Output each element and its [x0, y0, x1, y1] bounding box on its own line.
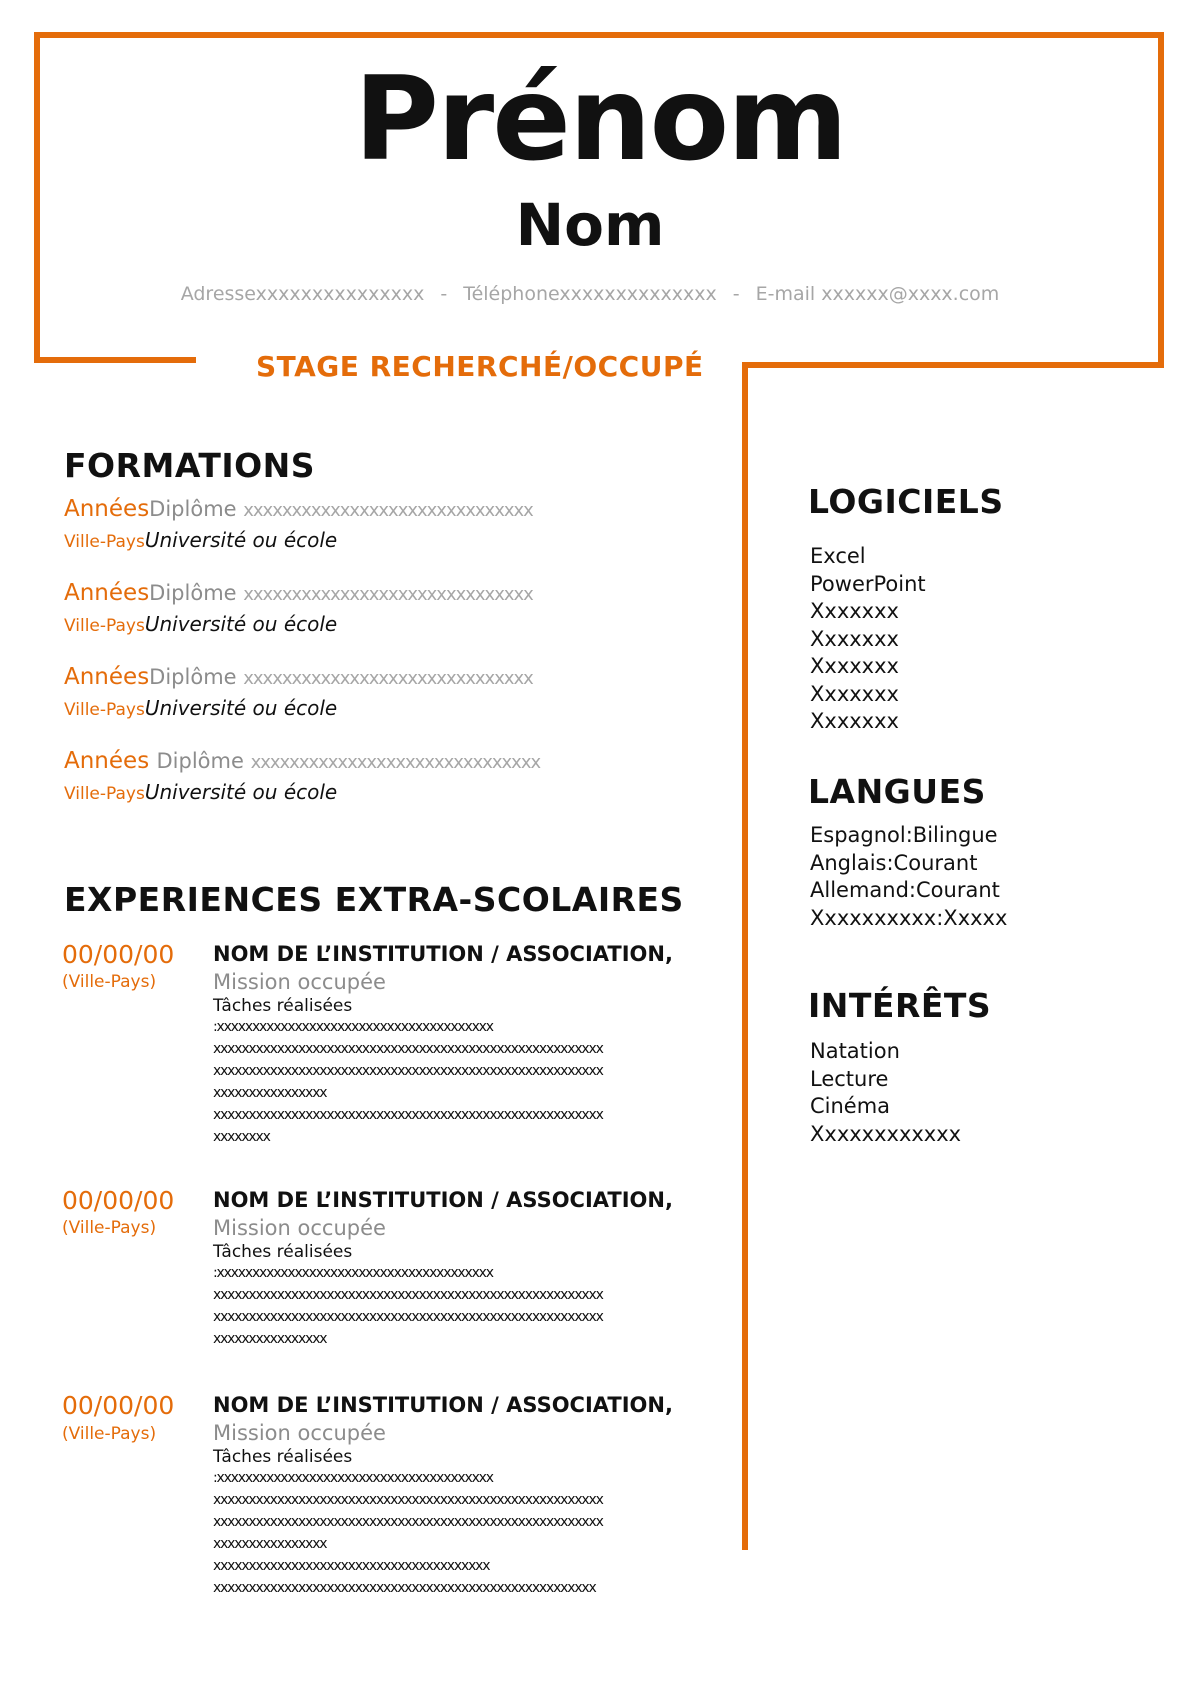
software-item: Xxxxxxx: [810, 654, 899, 678]
software-item: Xxxxxxx: [810, 599, 899, 623]
experience-task-line: xxxxxxxxxxxxxxxxxxxxxxxxxxxxxxxxxxxxxxxxxxxxxxxxxxxxxxx: [213, 1107, 603, 1123]
contact-address: Adressexxxxxxxxxxxxxxx: [180, 283, 425, 305]
frame-bottom-left: [34, 357, 196, 363]
experience-task-line: :xxxxxxxxxxxxxxxxxxxxxxxxxxxxxxxxxxxxxxx: [213, 1019, 493, 1035]
software-item: Xxxxxxx: [810, 709, 899, 733]
formations-title: FORMATIONS: [64, 446, 316, 485]
software-item: Xxxxxxx: [810, 681, 899, 706]
formation-item: [64, 748, 540, 804]
contact-email: E-mail xxxxxx@xxxx.com: [755, 283, 1000, 305]
experience-task-line: xxxxxxxxxxxxxxxx: [213, 1536, 327, 1552]
experience-task-line: xxxxxxxxxxxxxxxxxxxxxxxxxxxxxxxxxxxxxxxxxxxxxxxxxxxxxxx: [213, 1287, 603, 1303]
last-name: Nom: [515, 191, 665, 259]
software-item: PowerPoint: [810, 571, 926, 596]
formation-school: Université ou école: [144, 696, 338, 720]
contact-phone: Téléphonexxxxxxxxxxxxxx: [463, 283, 717, 305]
experience-mission: Mission occupée: [213, 1216, 386, 1240]
experience-institution: NOM DE L’INSTITUTION / ASSOCIATION,: [213, 1393, 673, 1417]
experience-task-line: xxxxxxxxxxxxxxxxxxxxxxxxxxxxxxxxxxxxxxxxxxxxxxxxxxxxxx: [213, 1580, 596, 1596]
experience-item: [213, 942, 683, 1148]
formation-year: Années: [64, 496, 150, 522]
experience-task-line: xxxxxxxx: [213, 1129, 270, 1145]
frame-top: [34, 32, 1164, 38]
experience-task-line: xxxxxxxxxxxxxxxxxxxxxxxxxxxxxxxxxxxxxxxxxxxxxxxxxxxxxxx: [213, 1492, 603, 1508]
formation-degree-detail: xxxxxxxxxxxxxxxxxxxxxxxxxxxxxx: [243, 668, 533, 689]
experience-task-line: xxxxxxxxxxxxxxxxxxxxxxxxxxxxxxxxxxxxxxxxxxxxxxxxxxxxxxx: [213, 1309, 603, 1325]
experience-city: (Ville-Pays): [62, 1424, 157, 1444]
interests-list: [810, 1038, 961, 1148]
language-item: Espagnol:Bilingue: [810, 823, 998, 847]
experience-mission: Mission occupée: [213, 970, 386, 994]
experience-city: (Ville-Pays): [62, 972, 157, 992]
formation-school: Université ou école: [144, 780, 338, 804]
formation-year: Années: [64, 580, 150, 606]
experience-task-line: xxxxxxxxxxxxxxxxxxxxxxxxxxxxxxxxxxxxxxx: [213, 1558, 490, 1574]
experience-tasks-label: Tâches réalisées: [213, 1447, 353, 1467]
experience-date: 00/00/00: [62, 940, 175, 969]
language-item: Xxxxxxxxxx:Xxxxx: [810, 905, 1008, 930]
experience-date: 00/00/00: [62, 1391, 175, 1420]
experience-item: [213, 1393, 683, 1599]
software-list: [810, 543, 926, 736]
target-position: STAGE RECHERCHÉ/OCCUPÉ: [252, 350, 708, 383]
formation-school: Université ou école: [144, 612, 338, 636]
frame-bottom-right: [742, 362, 1164, 368]
interest-item: Natation: [810, 1039, 900, 1063]
formation-school: Université ou école: [144, 528, 338, 552]
experience-task-line: xxxxxxxxxxxxxxxx: [213, 1085, 327, 1101]
experience-institution: NOM DE L’INSTITUTION / ASSOCIATION,: [213, 1188, 673, 1212]
experience-task-line: xxxxxxxxxxxxxxxx: [213, 1331, 327, 1347]
interest-item: Xxxxxxxxxxxx: [810, 1121, 962, 1146]
interest-item: Lecture: [810, 1066, 889, 1091]
contact-line: [0, 283, 1180, 305]
experience-institution: NOM DE L’INSTITUTION / ASSOCIATION,: [213, 942, 673, 966]
formation-city: Ville-Pays: [64, 532, 145, 552]
formation-degree: Diplôme: [149, 497, 244, 521]
language-item: Anglais:Courant: [810, 850, 978, 875]
formation-degree-detail: xxxxxxxxxxxxxxxxxxxxxxxxxxxxxx: [243, 584, 533, 605]
contact-separator: -: [732, 283, 740, 305]
experience-task-line: :xxxxxxxxxxxxxxxxxxxxxxxxxxxxxxxxxxxxxxx: [213, 1470, 493, 1486]
languages-title: LANGUES: [808, 772, 986, 811]
formation-degree-detail: xxxxxxxxxxxxxxxxxxxxxxxxxxxxxx: [250, 752, 541, 773]
formation-degree: Diplôme: [156, 749, 251, 773]
experience-city: (Ville-Pays): [62, 1218, 157, 1238]
column-divider: [742, 362, 748, 1550]
experience-item: [213, 1188, 683, 1350]
formation-degree-detail: xxxxxxxxxxxxxxxxxxxxxxxxxxxxxx: [243, 500, 533, 521]
formation-item: [64, 664, 533, 720]
experience-mission: Mission occupée: [213, 1421, 386, 1445]
formation-city: Ville-Pays: [64, 700, 145, 720]
formation-city: Ville-Pays: [64, 616, 145, 636]
formation-year: Années: [64, 664, 150, 690]
language-item: Allemand:Courant: [810, 878, 1000, 902]
experience-tasks-label: Tâches réalisées: [213, 1242, 353, 1262]
interest-item: Cinéma: [810, 1094, 891, 1118]
experience-date: 00/00/00: [62, 1186, 175, 1215]
contact-separator: -: [440, 283, 448, 305]
experience-tasks-label: Tâches réalisées: [213, 996, 353, 1016]
first-name: Prénom: [353, 52, 847, 187]
formation-item: [64, 580, 533, 636]
experience-task-line: xxxxxxxxxxxxxxxxxxxxxxxxxxxxxxxxxxxxxxxxxxxxxxxxxxxxxxx: [213, 1041, 603, 1057]
formation-item: [64, 496, 533, 552]
formation-year: Années: [64, 748, 157, 774]
experience-task-line: xxxxxxxxxxxxxxxxxxxxxxxxxxxxxxxxxxxxxxxxxxxxxxxxxxxxxxx: [213, 1063, 603, 1079]
formation-degree: Diplôme: [149, 665, 244, 689]
software-item: Xxxxxxx: [810, 626, 899, 651]
software-item: Excel: [810, 544, 866, 568]
interests-title: INTÉRÊTS: [808, 986, 992, 1025]
experience-task-line: xxxxxxxxxxxxxxxxxxxxxxxxxxxxxxxxxxxxxxxxxxxxxxxxxxxxxxx: [213, 1514, 603, 1530]
software-title: LOGICIELS: [808, 482, 1004, 521]
formation-city: Ville-Pays: [64, 784, 145, 804]
experience-task-line: :xxxxxxxxxxxxxxxxxxxxxxxxxxxxxxxxxxxxxxx: [213, 1265, 493, 1281]
languages-list: [810, 822, 1007, 932]
formation-degree: Diplôme: [149, 581, 244, 605]
experiences-title: EXPERIENCES EXTRA-SCOLAIRES: [64, 880, 684, 919]
